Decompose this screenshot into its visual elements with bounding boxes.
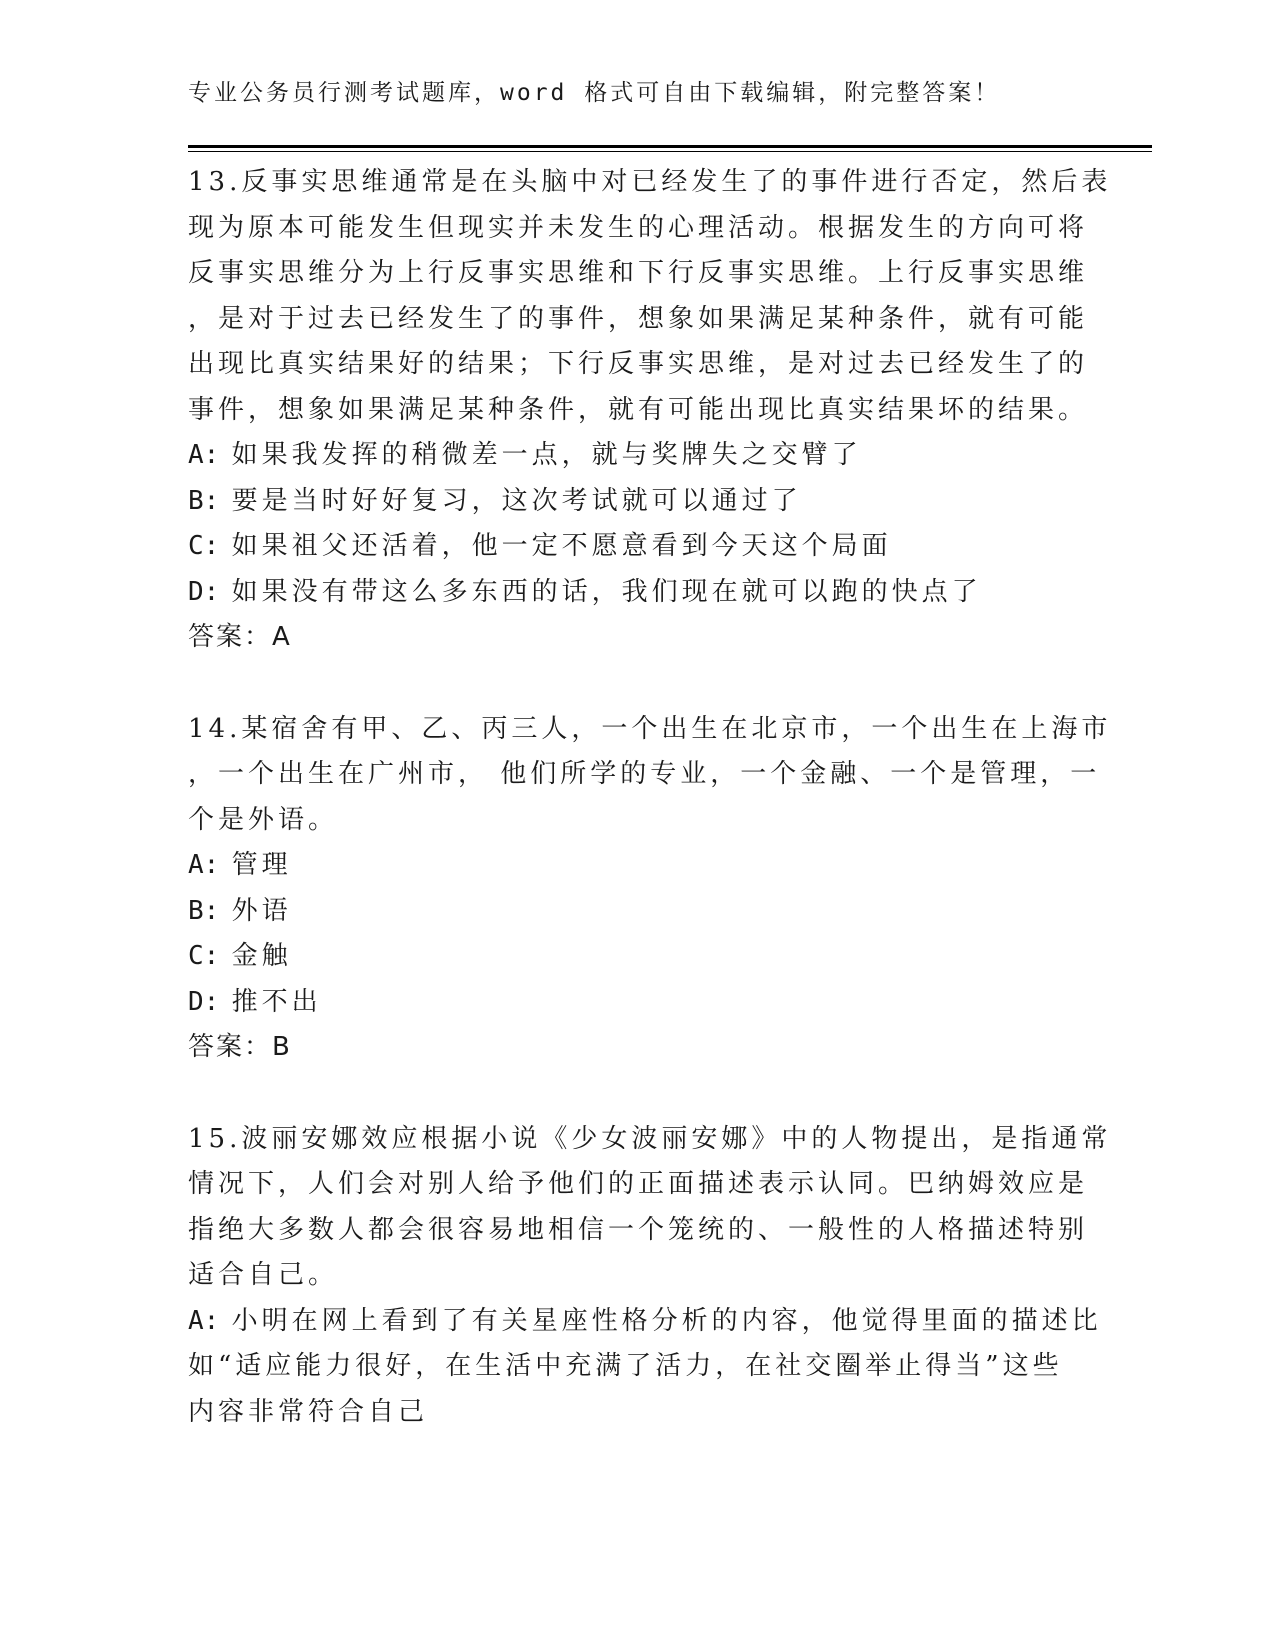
option-letter: D: <box>188 986 220 1017</box>
option-text: 管理 <box>231 850 292 880</box>
option-a-continued: 如“适应能力很好，在生活中充满了活力，在社交圈举止得当”这些 <box>188 1351 1063 1381</box>
question-stem-line: 现为原本可能发生但现实并未发生的心理活动。根据发生的方向可将 <box>188 212 1089 243</box>
question-13 <box>188 160 1112 661</box>
question-list <box>188 160 1112 1481</box>
option-letter: B: <box>188 895 220 926</box>
option-text: 如果没有带这么多东西的话，我们现在就可以跑的快点了 <box>231 576 982 607</box>
option-text: 推不出 <box>231 986 322 1017</box>
option-a <box>188 433 1088 479</box>
page-header: 专业公务员行测考试题库，word 格式可自由下载编辑，附完整答案！ <box>188 80 1001 106</box>
option-letter: A: <box>188 1305 220 1336</box>
option-letter: A: <box>188 850 220 880</box>
question-stem-line: 13.反事实思维通常是在头脑中对已经发生了的事件进行否定，然后表 <box>188 167 1112 197</box>
question-stem-line: 15.波丽安娜效应根据小说《少女波丽安娜》中的人物提出，是指通常 <box>188 1123 1112 1154</box>
question-stem-line: 个是外语。 <box>188 804 339 835</box>
option-text: 外语 <box>231 895 292 926</box>
option-text: 金触 <box>231 941 292 971</box>
question-stem-line: 指绝大多数人都会很容易地相信一个笼统的、一般性的人格描述特别 <box>188 1214 1089 1245</box>
option-b <box>188 889 1088 935</box>
question-stem-line: 情况下，人们会对别人给予他们的正面描述表示认同。巴纳姆效应是 <box>188 1169 1089 1199</box>
option-text: 如果我发挥的稍微差一点，就与奖牌失之交臂了 <box>231 440 862 470</box>
option-letter: B: <box>188 485 220 516</box>
question-stem-line: ，是对于过去已经发生了的事件，想象如果满足某种条件，就有可能 <box>188 303 1089 334</box>
question-stem-line: 14.某宿舍有甲、乙、丙三人，一个出生在北京市，一个出生在上海市 <box>188 713 1112 744</box>
question-stem-line: 出现比真实结果好的结果；下行反事实思维，是对过去已经发生了的 <box>188 349 1089 379</box>
question-stem-line: ，一个出生在广州市， 他们所学的专业，一个金融、一个是管理，一 <box>188 759 1101 789</box>
option-a <box>188 843 1088 889</box>
option-b <box>188 479 1088 525</box>
option-letter: C: <box>188 531 220 561</box>
answer-text: 答案：B <box>188 1032 292 1062</box>
header-rule-thick <box>188 145 1152 148</box>
option-d <box>188 570 1088 616</box>
answer-text: 答案：A <box>188 622 292 652</box>
option-c <box>188 934 1088 980</box>
option-a-continued: 内容非常符合自己 <box>188 1396 429 1427</box>
header-rule-thin <box>188 151 1152 152</box>
option-text: 小明在网上看到了有关星座性格分析的内容，他觉得里面的描述比 <box>231 1305 1102 1336</box>
option-letter: D: <box>188 576 220 607</box>
question-stem-line: 适合自己。 <box>188 1260 339 1290</box>
question-14 <box>188 707 1112 1071</box>
option-letter: A: <box>188 440 220 470</box>
option-text: 如果祖父还活着，他一定不愿意看到今天这个局面 <box>231 531 892 561</box>
option-c <box>188 524 1088 570</box>
option-letter: C: <box>188 941 220 971</box>
option-text: 要是当时好好复习，这次考试就可以通过了 <box>231 485 802 516</box>
question-stem-line: 事件，想象如果满足某种条件，就有可能出现比真实结果坏的结果。 <box>188 394 1089 425</box>
question-15 <box>188 1117 1112 1436</box>
option-d <box>188 980 1088 1026</box>
question-stem-line: 反事实思维分为上行反事实思维和下行反事实思维。上行反事实思维 <box>188 258 1089 288</box>
option-a <box>188 1299 1102 1345</box>
